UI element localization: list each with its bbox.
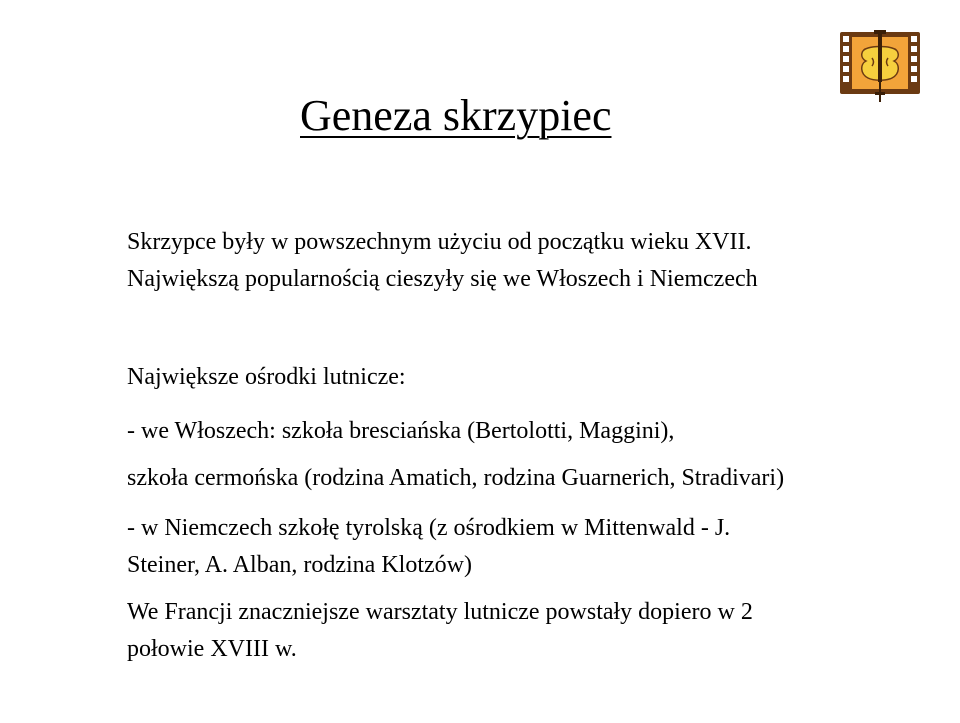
paragraph-centers-heading — [127, 359, 406, 396]
text-line: Skrzypce były w powszechnym użyciu od początku wieku XVII. — [127, 229, 752, 255]
text-line: - we Włoszech: szkoła bresciańska (Bertolotti, Maggini), — [127, 418, 675, 444]
text-line: Największą popularnością cieszyły się we Włoszech i Niemczech — [127, 266, 758, 292]
slide-title: Geneza skrzypiec — [300, 91, 612, 140]
text-line: - w Niemczech szkołę tyrolską (z ośrodkiem w Mittenwald - J. — [127, 515, 731, 541]
text-line: We Francji znaczniejsze warsztaty lutnicze powstały dopiero w 2 — [127, 599, 753, 625]
text-line: Steiner, A. Alban, rodzina Klotzów) — [127, 552, 472, 578]
paragraph-violin-popularity — [127, 224, 758, 298]
violin-film-strip-icon — [838, 28, 922, 104]
text-line: Największe ośrodki lutnicze: — [127, 364, 406, 390]
paragraph-italy-schools — [127, 413, 674, 450]
text-line: szkoła cermońska (rodzina Amatich, rodzina Guarnerich, Stradivari) — [127, 465, 785, 491]
paragraph-france-workshops — [127, 594, 753, 668]
text-line: połowie XVIII w. — [127, 636, 297, 662]
paragraph-germany-school — [127, 510, 730, 584]
paragraph-cremona-school — [127, 460, 784, 497]
